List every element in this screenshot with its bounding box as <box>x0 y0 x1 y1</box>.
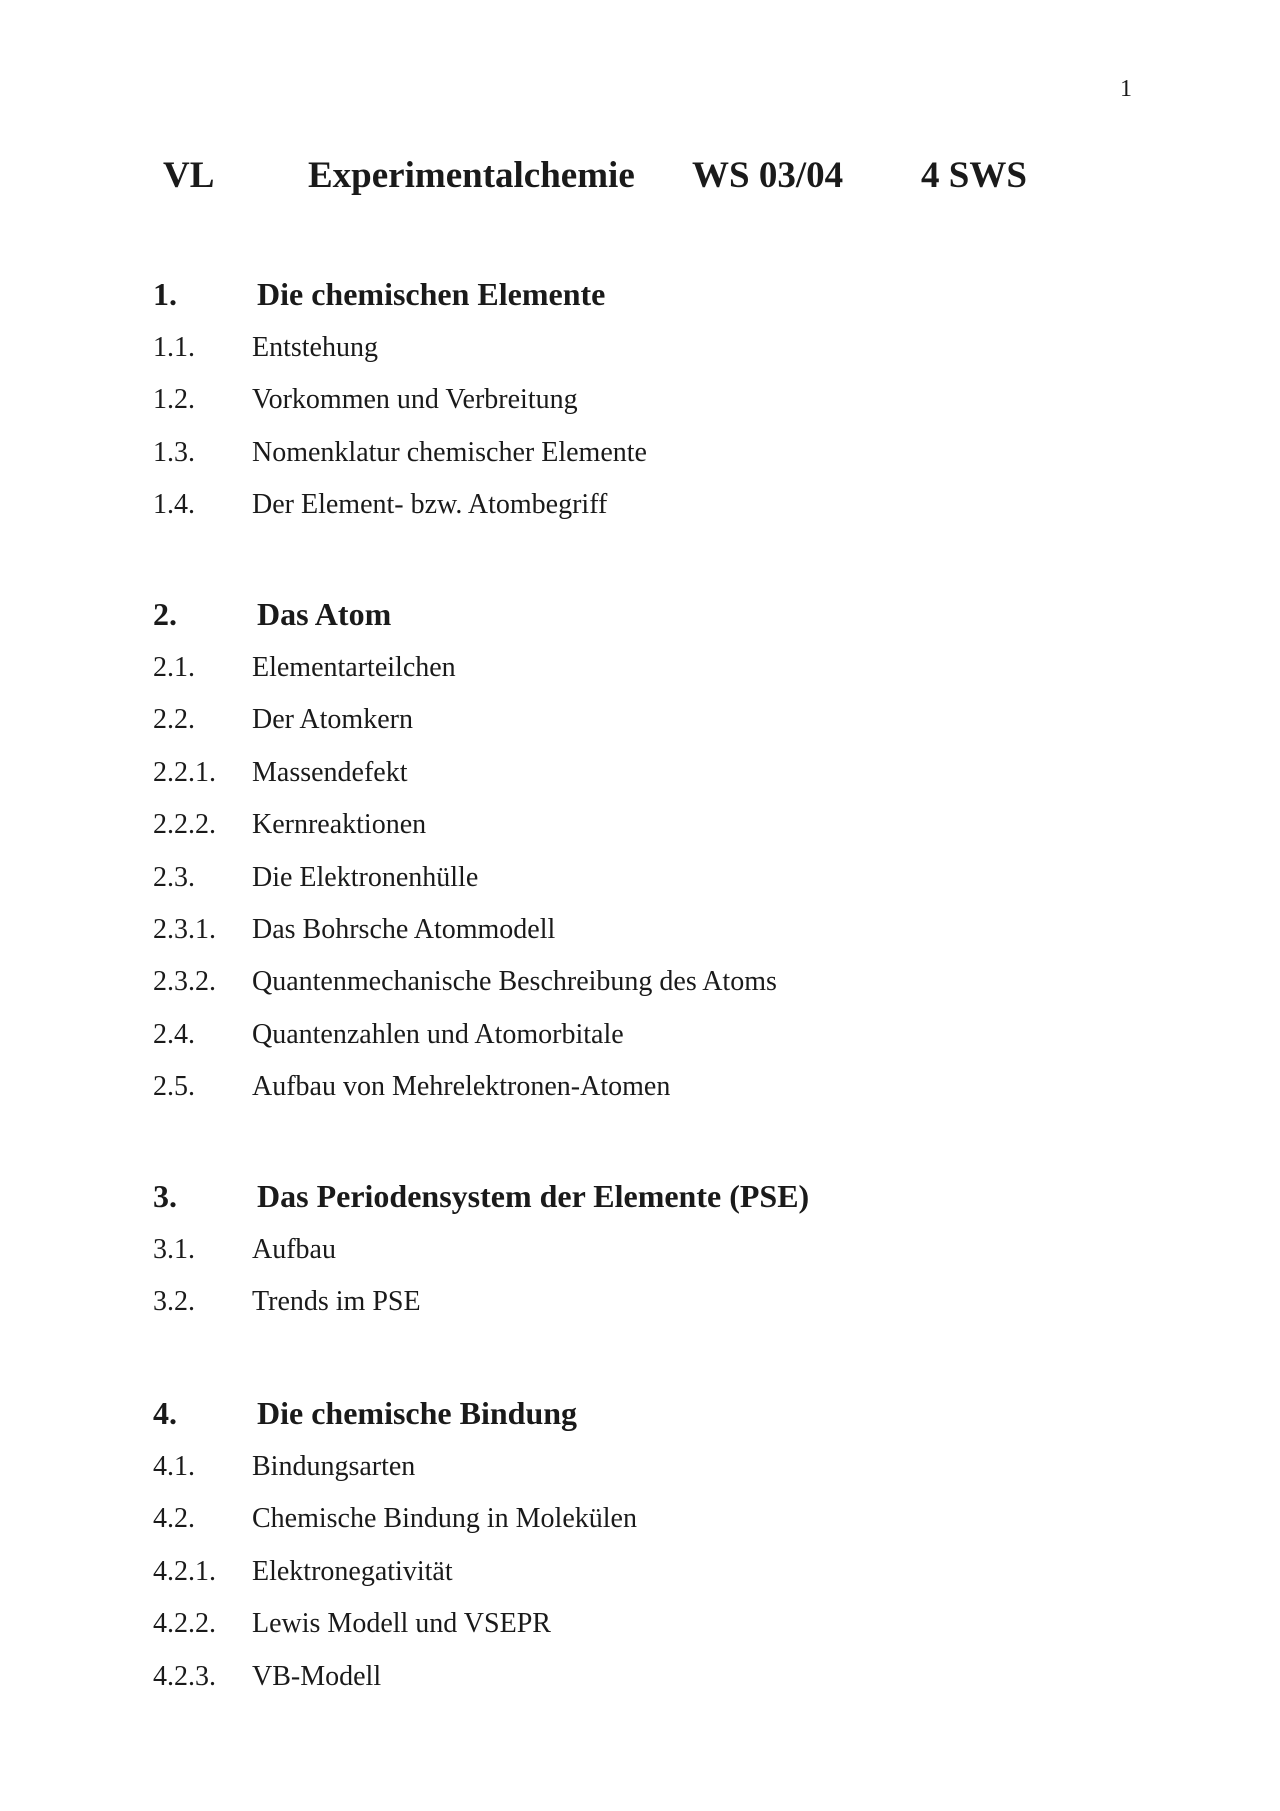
item-number: 4.2.2. <box>153 1608 216 1640</box>
item-title: Vorkommen und Verbreitung <box>252 384 578 416</box>
item-title: Trends im PSE <box>252 1286 421 1318</box>
toc-item <box>0 757 1280 809</box>
item-title: Elektronegativität <box>252 1555 453 1587</box>
item-title: Quantenzahlen und Atomorbitale <box>252 1018 624 1050</box>
item-title: VB-Modell <box>252 1660 382 1692</box>
toc-item <box>0 1286 1280 1338</box>
toc-item <box>0 1451 1280 1503</box>
toc-item <box>0 489 1280 541</box>
chapter-2 <box>0 596 1280 1124</box>
item-number: 4.2. <box>153 1503 195 1535</box>
toc-item <box>0 332 1280 384</box>
item-title: Aufbau <box>252 1234 336 1265</box>
item-number: 4.1. <box>153 1451 195 1482</box>
item-number: 1.1. <box>153 332 195 363</box>
item-title: Entstehung <box>252 332 378 363</box>
toc-item <box>0 1019 1280 1071</box>
item-title: Der Element- bzw. Atombegriff <box>252 489 608 521</box>
toc-item <box>0 704 1280 756</box>
item-title: Nomenklatur chemischer Elemente <box>252 436 647 468</box>
item-title: Kernreaktionen <box>252 809 427 841</box>
item-number: 4.2.3. <box>153 1660 216 1692</box>
toc-item <box>0 1608 1280 1660</box>
header-course-type: VL <box>163 155 215 196</box>
item-title: Der Atomkern <box>252 704 413 736</box>
item-number: 4.2.1. <box>153 1555 216 1587</box>
item-number: 2.4. <box>153 1018 195 1050</box>
document-header <box>0 154 1280 204</box>
item-number: 2.3. <box>153 861 195 893</box>
toc-item <box>0 809 1280 861</box>
item-title: Das Bohrsche Atommodell <box>252 913 556 945</box>
item-number: 1.4. <box>153 489 195 521</box>
item-number: 3.1. <box>153 1234 195 1265</box>
item-number: 2.2.1. <box>153 756 216 788</box>
toc-item <box>0 914 1280 966</box>
item-title: Bindungsarten <box>252 1451 416 1482</box>
item-number: 2.1. <box>153 652 195 683</box>
chapter-title: Die chemischen Elemente <box>257 276 606 312</box>
chapter-number: 4. <box>153 1395 177 1431</box>
header-hours: 4 SWS <box>921 155 1027 196</box>
item-number: 3.2. <box>153 1286 195 1318</box>
chapter-number: 2. <box>153 596 177 632</box>
toc-item <box>0 1503 1280 1555</box>
chapter-title: Das Atom <box>257 596 392 632</box>
chapter-title: Das Periodensystem der Elemente (PSE) <box>257 1178 810 1214</box>
chapter-3 <box>0 1178 1280 1339</box>
toc-item <box>0 862 1280 914</box>
item-title: Aufbau von Mehrelektronen-Atomen <box>252 1071 671 1103</box>
header-course-title: Experimentalchemie <box>308 155 635 196</box>
chapter-heading <box>0 1178 1280 1234</box>
item-title: Quantenmechanische Beschreibung des Atoms <box>252 966 777 998</box>
item-title: Lewis Modell und VSEPR <box>252 1608 551 1640</box>
chapter-heading <box>0 596 1280 652</box>
item-title: Massendefekt <box>252 756 408 788</box>
chapter-number: 3. <box>153 1178 177 1214</box>
chapter-4 <box>0 1395 1280 1713</box>
chapter-number: 1. <box>153 276 177 312</box>
item-number: 2.5. <box>153 1071 195 1103</box>
item-title: Chemische Bindung in Molekülen <box>252 1503 637 1535</box>
page-number: 1 <box>1120 76 1132 102</box>
chapter-heading <box>0 1395 1280 1451</box>
toc-item <box>0 1234 1280 1286</box>
toc-item <box>0 966 1280 1018</box>
item-title: Die Elektronenhülle <box>252 861 479 893</box>
item-number: 1.3. <box>153 436 195 468</box>
toc-item <box>0 437 1280 489</box>
chapter-heading <box>0 276 1280 332</box>
toc-item <box>0 1556 1280 1608</box>
item-title: Elementarteilchen <box>252 652 456 683</box>
chapter-1 <box>0 276 1280 542</box>
chapter-title: Die chemische Bindung <box>257 1395 578 1431</box>
toc-item <box>0 1071 1280 1123</box>
item-number: 2.3.2. <box>153 966 216 998</box>
item-number: 2.2.2. <box>153 809 216 841</box>
item-number: 1.2. <box>153 384 195 416</box>
toc-item <box>0 652 1280 704</box>
toc-item <box>0 384 1280 436</box>
toc-item <box>0 1661 1280 1713</box>
item-number: 2.3.1. <box>153 913 216 945</box>
header-semester: WS 03/04 <box>692 155 844 196</box>
item-number: 2.2. <box>153 704 195 736</box>
